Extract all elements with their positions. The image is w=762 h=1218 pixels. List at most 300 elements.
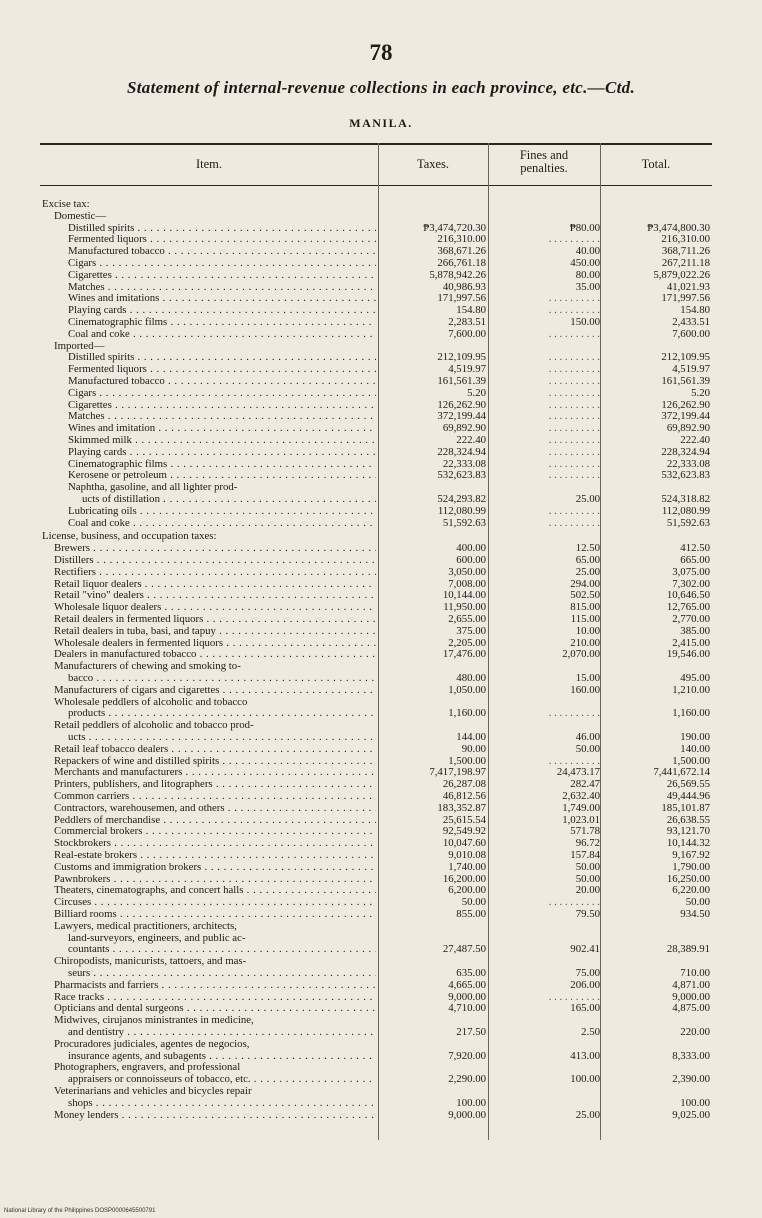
total-cell: 10,646.50 — [666, 589, 710, 602]
taxes-cell: 480.00 — [456, 672, 486, 684]
table-row — [0, 1097, 762, 1109]
row-label: Brewers . . . — [54, 542, 376, 554]
library-footer: National Library of the Philippines DOSP0000645500791 — [4, 1208, 156, 1214]
fines-cell: 902.41 — [570, 943, 600, 956]
table-row — [0, 778, 762, 790]
fines-cell: 1,023.01 — [562, 813, 600, 826]
total-cell: 93,121.70 — [666, 825, 710, 838]
total-cell: 49,444.96 — [666, 790, 710, 802]
table-row — [0, 967, 762, 979]
table-row — [0, 991, 762, 1003]
table-row — [0, 1050, 762, 1062]
row-label: bacco . . . — [68, 672, 376, 684]
table-row — [0, 387, 762, 399]
taxes-cell: 9,000.00 — [448, 990, 486, 1003]
total-cell: 10,144.32 — [666, 837, 710, 850]
table-row — [0, 245, 762, 257]
header-total: Total. — [641, 157, 671, 171]
table-row — [0, 399, 762, 411]
row-label: Opticians and dental surgeons . . . — [54, 1002, 376, 1014]
table-row — [0, 446, 762, 458]
total-cell: 495.00 — [680, 672, 710, 684]
fines-cell: 2,632.40 — [562, 790, 600, 802]
taxes-cell: 6,200.00 — [448, 884, 486, 897]
fines-cell: 413.00 — [570, 1049, 600, 1062]
total-cell: 190.00 — [680, 731, 710, 743]
table-row — [0, 257, 762, 269]
taxes-cell: 7,920.00 — [448, 1049, 486, 1062]
table-row — [0, 684, 762, 696]
table-row — [0, 1014, 762, 1026]
taxes-cell: 17,476.00 — [442, 648, 486, 661]
table-row — [0, 1109, 762, 1121]
fines-cell: 40.00 — [575, 245, 600, 258]
taxes-cell: 3,050.00 — [448, 565, 486, 578]
fines-cell: 79.50 — [575, 908, 600, 920]
table-row — [0, 766, 762, 778]
row-label: Midwives, cirujanos ministrantes in medicine, — [54, 1014, 254, 1027]
table-row — [0, 505, 762, 517]
row-label: Playing cards . . . — [68, 304, 376, 316]
section-subtitle: MANILA. — [349, 116, 413, 130]
row-label: Domestic— — [54, 209, 107, 222]
total-cell: 412.50 — [680, 542, 710, 555]
taxes-cell: 4,665.00 — [448, 978, 486, 991]
taxes-cell: 228,324.94 — [437, 445, 486, 458]
fines-cell: 46.00 — [575, 731, 600, 743]
total-cell: ₱3,474,800.30 — [647, 221, 710, 234]
fines-cell — [488, 991, 606, 1003]
total-cell: 220.00 — [680, 1026, 710, 1038]
fines-cell: 2.50 — [581, 1026, 600, 1038]
table-row — [0, 1085, 762, 1097]
total-cell: 372,199.44 — [661, 410, 710, 423]
total-cell: 185,101.87 — [661, 801, 710, 814]
table-row — [0, 328, 762, 340]
page-title: Statement of internal-revenue collections in each province, etc.—Ctd. — [127, 78, 635, 97]
total-cell: 22,333.08 — [666, 457, 710, 470]
taxes-cell: 90.00 — [461, 742, 486, 755]
fines-cell — [488, 375, 606, 387]
fines-cell: 24,473.17 — [556, 766, 600, 779]
fines-cell: 50.00 — [575, 742, 600, 755]
taxes-cell: 368,671.26 — [437, 245, 486, 258]
table-row — [0, 363, 762, 375]
fines-cell: 20.00 — [575, 884, 600, 897]
fines-cell — [488, 446, 606, 458]
taxes-cell: 600.00 — [456, 554, 486, 566]
table-row — [0, 861, 762, 873]
row-label: Repackers of wine and distilled spirits . . . — [54, 755, 376, 767]
row-label: Veterinarians and vehicles and bicycles repair — [54, 1085, 252, 1097]
total-cell: 665.00 — [680, 554, 710, 566]
row-label: Cinematographic films . . . — [68, 458, 376, 470]
table-row — [0, 920, 762, 932]
row-label: Wholesale peddlers of alcoholic and tobacco — [54, 695, 248, 708]
table-row — [0, 601, 762, 613]
fines-cell: ₱80.00 — [569, 221, 600, 234]
total-cell: 934.50 — [680, 908, 710, 920]
row-label: Imported— — [54, 339, 105, 352]
taxes-cell: 7,600.00 — [448, 327, 486, 340]
total-cell: 19,546.00 — [666, 648, 710, 661]
total-cell: 9,000.00 — [672, 990, 710, 1003]
row-label: Manufactured tobacco . . . — [68, 375, 376, 387]
table-row — [0, 802, 762, 814]
row-label: products . . . — [68, 707, 376, 719]
fines-cell — [488, 896, 606, 908]
fines-cell — [488, 469, 606, 481]
table-row — [0, 837, 762, 849]
row-label: Pharmacists and farriers . . . — [54, 979, 376, 991]
fines-cell — [488, 707, 606, 719]
total-cell: 532,623.83 — [661, 469, 710, 482]
taxes-cell: 532,623.83 — [437, 469, 486, 482]
fines-cell — [488, 434, 606, 446]
fines-cell — [488, 363, 606, 375]
taxes-cell: 2,205.00 — [448, 636, 486, 649]
table-row — [0, 1002, 762, 1014]
table-row — [0, 707, 762, 719]
fines-cell: 165.00 — [570, 1002, 600, 1015]
row-label: Wholesale liquor dealers . . . — [54, 601, 376, 613]
fines-cell: 10.00 — [575, 624, 600, 637]
row-label: Coal and coke . . . — [68, 328, 376, 340]
taxes-cell: 5,878,942.26 — [429, 268, 486, 281]
row-label: Coal and coke . . . — [68, 517, 376, 529]
total-cell: 385.00 — [680, 624, 710, 637]
taxes-cell: 400.00 — [456, 542, 486, 555]
fines-cell: 25.00 — [575, 565, 600, 578]
total-cell: 161,561.39 — [661, 375, 710, 387]
row-label: Retail leaf tobacco dealers . . . — [54, 743, 376, 755]
row-label: Wholesale dealers in fermented liquors . . . — [54, 637, 376, 649]
row-label: Customs and immigration brokers . . . — [54, 861, 376, 873]
total-cell: 2,415.00 — [672, 636, 710, 649]
table-row — [0, 696, 762, 708]
total-cell: 6,220.00 — [672, 884, 710, 897]
total-cell: 1,790.00 — [672, 860, 710, 873]
row-label: ucts . . . — [68, 731, 376, 743]
fines-cell: 1,749.00 — [562, 801, 600, 814]
total-cell: 1,210.00 — [672, 683, 710, 696]
table-top-rule — [40, 143, 712, 145]
total-cell: 2,770.00 — [672, 613, 710, 625]
row-label: Retail dealers in fermented liquors . . . — [54, 613, 376, 625]
fines-cell: 815.00 — [570, 601, 600, 614]
row-label: Theaters, cinematographs, and concert halls . . . — [54, 884, 376, 896]
table-row — [0, 316, 762, 328]
row-label: Matches . . . — [68, 281, 376, 293]
row-label: Excise tax: — [42, 198, 90, 210]
table-row — [0, 422, 762, 434]
taxes-cell: 22,333.08 — [442, 457, 486, 470]
header-fines: Fines and penalties. — [519, 148, 569, 175]
row-label: land-surveyors, engineers, and public ac- — [68, 931, 246, 944]
table-row — [0, 517, 762, 529]
taxes-cell: ₱3,474,720.30 — [423, 221, 486, 234]
taxes-cell: 9,010.08 — [448, 849, 486, 861]
table-row — [0, 375, 762, 387]
taxes-cell: 4,710.00 — [448, 1002, 486, 1015]
total-cell: 228,324.94 — [661, 445, 710, 458]
table-row — [0, 281, 762, 293]
page-number: 78 — [369, 40, 393, 65]
fines-cell: 282.47 — [570, 778, 600, 791]
row-label: Manufactured tobacco . . . — [68, 245, 376, 257]
total-cell: 222.40 — [680, 434, 710, 446]
row-label: Cigars . . . — [68, 257, 376, 269]
table-row — [0, 198, 762, 210]
row-label: Distilled spirits . . . — [68, 222, 376, 234]
taxes-cell: 222.40 — [456, 434, 486, 446]
total-cell: 7,600.00 — [672, 327, 710, 340]
total-cell: 710.00 — [680, 967, 710, 979]
taxes-cell: 635.00 — [456, 967, 486, 979]
table-row — [0, 530, 762, 542]
taxes-cell: 46,812.56 — [442, 790, 486, 802]
fines-cell — [488, 755, 606, 767]
row-label: Retail liquor dealers . . . — [54, 578, 376, 590]
table-row — [0, 1073, 762, 1085]
total-cell: 2,390.00 — [672, 1073, 710, 1086]
row-label: Cigarettes . . . — [68, 269, 376, 281]
table-row — [0, 222, 762, 234]
taxes-cell: 212,109.95 — [437, 351, 486, 364]
table-row — [0, 469, 762, 481]
total-cell: 51,592.63 — [666, 516, 710, 529]
total-cell: 50.00 — [685, 896, 710, 909]
row-label: Cigars . . . — [68, 387, 376, 399]
taxes-cell: 10,047.60 — [442, 837, 486, 850]
fines-cell: 2,070.00 — [562, 648, 600, 661]
total-cell: 41,021.93 — [666, 280, 710, 293]
table-row — [0, 613, 762, 625]
taxes-cell: 1,160.00 — [448, 707, 486, 720]
table-row — [0, 979, 762, 991]
table-row — [0, 672, 762, 684]
row-label: Money lenders . . . — [54, 1109, 376, 1121]
fines-cell: 80.00 — [575, 268, 600, 281]
table-row — [0, 542, 762, 554]
row-label: Matches . . . — [68, 410, 376, 422]
taxes-cell: 69,892.90 — [442, 422, 486, 435]
fines-cell: 115.00 — [570, 613, 600, 625]
row-label: seurs . . . — [68, 967, 376, 979]
taxes-cell: 100.00 — [456, 1096, 486, 1109]
table-row — [0, 1061, 762, 1073]
row-label: Kerosene or petroleum . . . — [68, 469, 376, 481]
table-row — [0, 660, 762, 672]
table-row — [0, 1026, 762, 1038]
taxes-cell: 2,290.00 — [448, 1073, 486, 1086]
table-row — [0, 554, 762, 566]
row-label: Fermented liquors . . . — [68, 363, 376, 375]
header-item: Item. — [195, 157, 223, 171]
table-row — [0, 896, 762, 908]
row-label: Distilled spirits . . . — [68, 351, 376, 363]
row-label: shops . . . — [68, 1097, 376, 1109]
taxes-cell: 16,200.00 — [442, 872, 486, 885]
row-label: Skimmed milk . . . — [68, 434, 376, 446]
taxes-cell: 2,283.51 — [448, 316, 486, 328]
row-label: Common carriers . . . — [54, 790, 376, 802]
row-label: Manufacturers of chewing and smoking to- — [54, 660, 241, 673]
fines-cell: 50.00 — [575, 872, 600, 885]
taxes-cell: 2,655.00 — [448, 613, 486, 625]
table-row — [0, 434, 762, 446]
taxes-cell: 375.00 — [456, 624, 486, 637]
taxes-cell: 5.20 — [467, 386, 486, 399]
table-row — [0, 351, 762, 363]
row-label: countants . . . — [68, 943, 376, 955]
row-label: Lubricating oils . . . — [68, 505, 376, 517]
row-label: Fermented liquors . . . — [68, 233, 376, 245]
fines-cell: 450.00 — [570, 257, 600, 269]
taxes-cell: 154.80 — [456, 304, 486, 317]
total-cell: 171,997.56 — [661, 292, 710, 305]
row-label: Billiard rooms . . . — [54, 908, 376, 920]
total-cell: 126,262.90 — [661, 398, 710, 411]
total-cell: 4,875.00 — [672, 1002, 710, 1015]
total-cell: 9,025.00 — [672, 1108, 710, 1121]
total-cell: 5,879,022.26 — [653, 268, 710, 281]
taxes-cell: 11,950.00 — [443, 601, 486, 614]
table-row — [0, 884, 762, 896]
row-label: Cinematographic films . . . — [68, 316, 376, 328]
fines-cell: 160.00 — [570, 683, 600, 696]
table-row — [0, 743, 762, 755]
row-label: Stockbrokers . . . — [54, 837, 376, 849]
total-cell: 26,569.55 — [666, 778, 710, 791]
total-cell: 524,318.82 — [661, 493, 710, 505]
total-cell: 100.00 — [680, 1096, 710, 1109]
fines-cell — [488, 410, 606, 422]
total-cell: 2,433.51 — [672, 316, 710, 328]
row-label: ucts of distillation . . . — [82, 493, 376, 505]
fines-cell — [488, 422, 606, 434]
table-row — [0, 731, 762, 743]
fines-cell: 12.50 — [575, 542, 600, 555]
row-label: Rectifiers . . . — [54, 566, 376, 578]
total-cell: 3,075.00 — [672, 565, 710, 578]
row-label: Distillers . . . — [54, 554, 376, 566]
table-row — [0, 210, 762, 222]
fines-cell: 35.00 — [575, 280, 600, 293]
table-row — [0, 755, 762, 767]
row-label: Playing cards . . . — [68, 446, 376, 458]
row-label: Manufacturers of cigars and cigarettes . . . — [54, 684, 376, 696]
taxes-cell: 112,080.99 — [437, 504, 486, 517]
table-row — [0, 589, 762, 601]
total-cell: 140.00 — [680, 742, 710, 755]
total-cell: 8,333.00 — [672, 1049, 710, 1062]
taxes-cell: 171,997.56 — [437, 292, 486, 305]
fines-cell: 65.00 — [575, 554, 600, 566]
row-label: Retail "vino" dealers . . . — [54, 589, 376, 601]
table-row — [0, 458, 762, 470]
total-cell: 1,500.00 — [672, 754, 710, 767]
row-label: Commercial brokers . . . — [54, 825, 376, 837]
row-label: Circuses . . . — [54, 896, 376, 908]
fines-cell — [488, 399, 606, 411]
total-cell: 16,250.00 — [666, 872, 710, 885]
row-label: Photographers, engravers, and professional — [54, 1061, 241, 1074]
taxes-cell: 217.50 — [456, 1026, 486, 1038]
taxes-cell: 144.00 — [456, 731, 486, 743]
total-cell: 7,302.00 — [672, 577, 710, 590]
total-cell: 216,310.00 — [661, 233, 710, 246]
total-cell: 9,167.92 — [672, 849, 710, 861]
total-cell: 28,389.91 — [666, 943, 710, 956]
fines-cell — [488, 292, 606, 304]
taxes-cell: 4,519.97 — [448, 363, 486, 376]
total-cell: 4,871.00 — [672, 978, 710, 991]
fines-cell — [488, 517, 606, 529]
fines-cell: 206.00 — [570, 978, 600, 991]
table-row — [0, 340, 762, 352]
row-label: Race tracks . . . — [54, 991, 376, 1003]
taxes-cell: 27,487.50 — [442, 943, 486, 956]
taxes-cell: 372,199.44 — [437, 410, 486, 423]
row-label: Pawnbrokers . . . — [54, 873, 376, 885]
fines-cell: 502.50 — [570, 589, 600, 602]
taxes-cell: 9,000.00 — [448, 1108, 486, 1121]
fines-cell: 75.00 — [575, 967, 600, 979]
table-row — [0, 814, 762, 826]
fines-cell — [488, 233, 606, 245]
taxes-cell: 40,986.93 — [442, 280, 486, 293]
fines-cell: 25.00 — [575, 493, 600, 505]
table-row — [0, 292, 762, 304]
taxes-cell: 92,549.92 — [442, 825, 486, 838]
taxes-cell: 161,561.39 — [437, 375, 486, 387]
table-row — [0, 625, 762, 637]
total-cell: 267,211.18 — [661, 257, 710, 269]
fines-cell: 210.00 — [570, 636, 600, 649]
table-row — [0, 955, 762, 967]
table-row — [0, 943, 762, 955]
table-row — [0, 578, 762, 590]
table-row — [0, 233, 762, 245]
row-label: Retail peddlers of alcoholic and tobacco prod- — [54, 719, 254, 732]
fines-cell — [488, 387, 606, 399]
taxes-cell: 126,262.90 — [437, 398, 486, 411]
row-label: Wines and imitation . . . — [68, 422, 376, 434]
total-cell: 4,519.97 — [672, 363, 710, 376]
taxes-cell: 26,287.08 — [442, 778, 486, 791]
taxes-cell: 183,352.87 — [437, 801, 486, 814]
fines-cell — [488, 304, 606, 316]
row-label: Retail dealers in tuba, basi, and tapuy . . . — [54, 625, 376, 637]
fines-cell — [488, 505, 606, 517]
row-label: Printers, publishers, and litographers . . . — [54, 778, 376, 790]
table-header-rule — [40, 185, 712, 186]
taxes-cell: 1,740.00 — [448, 860, 486, 873]
taxes-cell: 7,417,198.97 — [429, 766, 486, 779]
total-cell: 5.20 — [691, 386, 710, 399]
table-row — [0, 790, 762, 802]
taxes-cell: 51,592.63 — [442, 516, 486, 529]
table-row — [0, 849, 762, 861]
taxes-cell: 855.00 — [456, 908, 486, 920]
row-label: Real-estate brokers . . . — [54, 849, 376, 861]
taxes-cell: 7,008.00 — [448, 577, 486, 590]
total-cell: 154.80 — [680, 304, 710, 317]
total-cell: 112,080.99 — [661, 504, 710, 517]
taxes-cell: 266,761.18 — [437, 257, 486, 269]
table-row — [0, 637, 762, 649]
